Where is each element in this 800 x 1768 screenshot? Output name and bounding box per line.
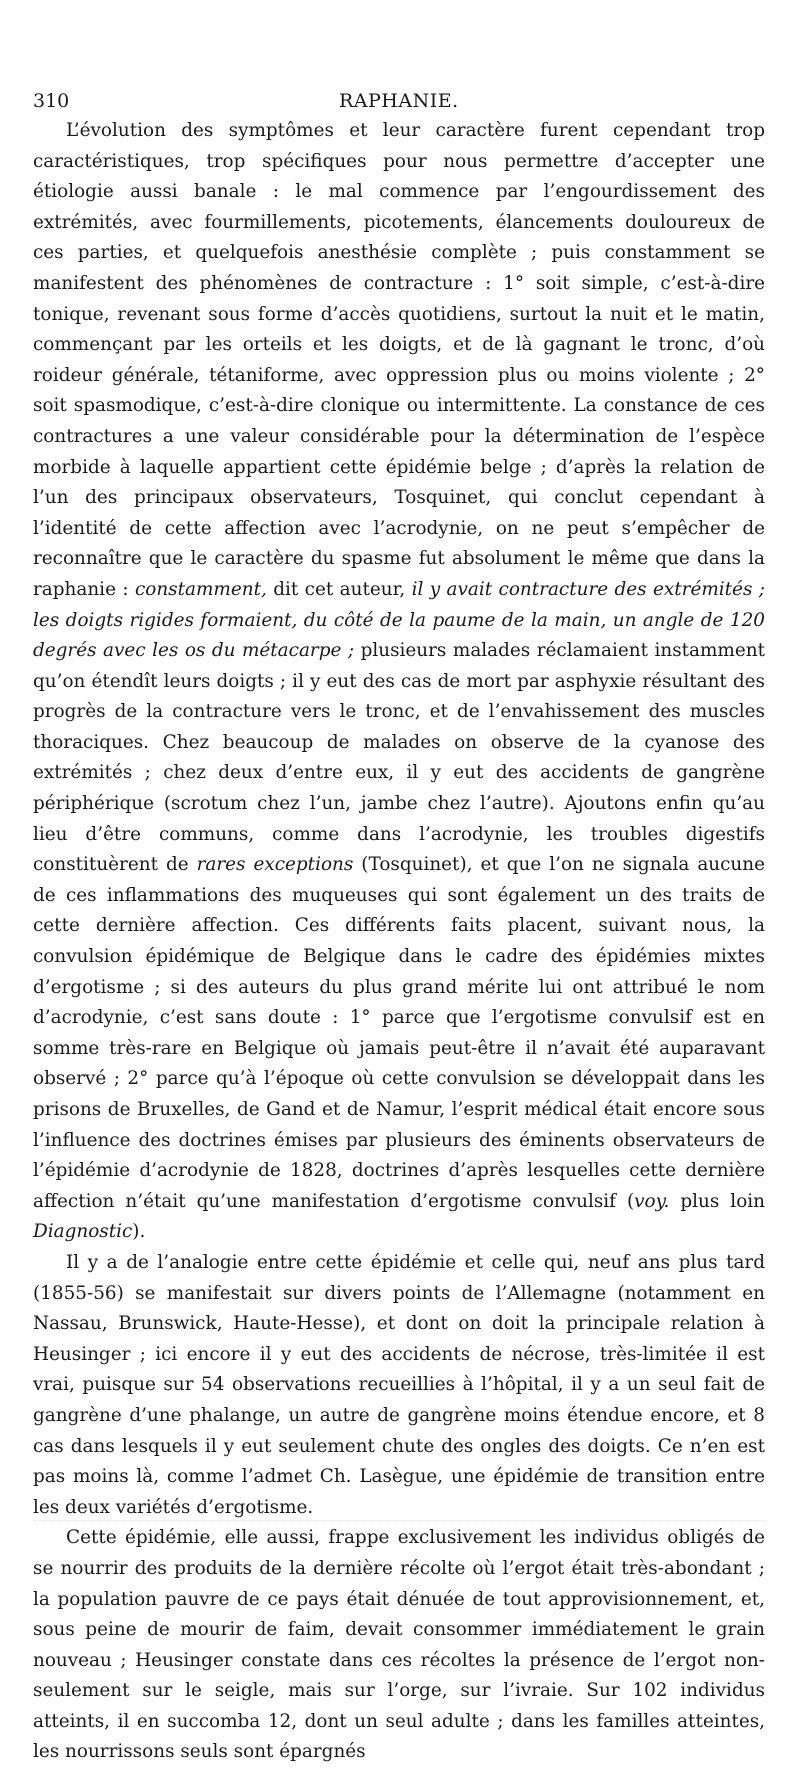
text-segment: L’évolution des symptômes et leur caractère furent cependant trop caractéristiques, trop spécifiques pour nous permettre d’accepter une étiologie aussi banale : le mal commence par l’engourdissement des extrémités, avec fourmillements, picotements, élancements douloureux de ces parties, et quelquefois anesthésie complète ; puis constamment se manifestent des phénomènes de contracture : 1° soit simple, c’est-à-dire tonique, revenant sous forme d’accès quotidiens, surtout la nuit et le matin, commençant par les orteils et les doigts, et de là gagnant le tronc, d’où roideur générale, tétaniforme, avec oppression plus ou moins violente ; 2° soit spasmodique, c’est-à-dire clonique ou intermittente. La constance de ces contractures a une valeur considérable pour la détermination de l’espèce morbide à laquelle appartient cette épidémie belge ; d’après la relation de l’un des principaux observateurs, Tosquinet, qui conclut cependant à l’identité de cette affection avec l’acrodynie, on ne peut s’empêcher de reconnaître que le caractère du spasme fut absolument le même que dans la raphanie : <box>33 120 765 600</box>
italic-text-segment: constamment, <box>134 578 267 600</box>
italic-text-segment: Diagnostic <box>33 1221 133 1243</box>
text-segment: (Tosquinet), et que l’on ne signala aucune de ces inflammations des muqueuses qui sont également un des traits de cette dernière affection. Ces différents faits placent, suivant nous, la convulsion épidémique de Belgique dans le cadre des épidémies mixtes d’ergotisme ; si des auteurs du plus grand mérite lui ont attribué le nom d’acrodynie, c’est sans doute : 1° parce que l’ergotisme convulsif est en somme très-rare en Belgique où jamais peut-être il n’avait été auparavant observé ; 2° parce qu’à l’époque où cette convulsion se développait dans les prisons de Bruxelles, de Gand et de Namur, l’esprit médical était encore sous l’influence des doctrines émises par plusieurs des éminents observateurs de l’épidémie d’acrodynie de 1828, doctrines d’après lesquelles cette dernière affection n’était qu’une manifestation d’ergotisme convulsif ( <box>33 854 765 1212</box>
text-segment: Cette épidémie, elle aussi, frappe exclusivement les individus obligés de se nourrir des produits de la dernière récolte où l’ergot était très-abondant ; la population pauvre de ce pays était dénuée de tout approvisionnement, et, sous peine de mourir de faim, devait consommer immédiatement le grain nouveau ; Heusinger constate dans ces récoltes la présence de l’ergot non-seulement sur le seigle, mais sur l’orge, sur l’ivraie. Sur 102 individus atteints, il en succomba 12, dont un seul adulte ; dans les familles atteintes, les nourrissons seuls sont épargnés <box>33 1527 765 1763</box>
scan-dot-marks <box>33 1520 765 1537</box>
paragraph <box>33 1523 765 1768</box>
paragraph <box>33 1248 765 1523</box>
page-number: 310 <box>33 90 70 112</box>
italic-text-segment: voy. <box>634 1190 670 1212</box>
text-segment: plus loin <box>669 1190 765 1212</box>
italic-text-segment: rares exceptions <box>196 854 354 876</box>
text-segment: Il y a de l’analogie entre cette épidémie et celle qui, neuf ans plus tard (1855-56) se manifestait sur divers points de l’Allemagne (notamment en Nassau, Brunswick, Haute-Hesse), et dont on doit la principale relation à Heusinger ; ici encore il y eut des accidents de nécrose, très-limitée il est vrai, puisque sur 54 observations recueillies à l’hôpital, il y a un seul fait de gangrène d’une phalange, un autre de gangrène moins étendue encore, et 8 cas dans lesquels il y eut seulement chute des ongles des doigts. Ce n’en est pas moins là, comme l’admet Ch. Lasègue, une épidémie de transition entre les deux variétés d’ergotisme. <box>33 1251 765 1518</box>
text-segment: dit cet auteur, <box>266 578 412 600</box>
text-segment: plusieurs malades réclamaient instamment qu’on étendît leurs doigts ; il y eut des cas de mort par asphyxie résultant des progrès de la contracture vers le tronc, et de l’envahissement des muscles thoraciques. Chez beaucoup de malades on observe de la cyanose des extrémités ; chez deux d’entre eux, il y eut des accidents de gangrène périphérique (scrotum chez l’un, jambe chez l’autre). Ajoutons enfin qu’au lieu d’être communs, comme dans l’acrodynie, les troubles digestifs constituèrent de <box>33 640 765 876</box>
italic-text-segment: il y avait contracture des extrémités ; les doigts rigides formaient, du côté de la paume de la main, un angle de 120 degrés avec les os du métacarpe ; <box>33 578 765 662</box>
running-title: RAPHANIE. <box>339 90 459 112</box>
text-segment: ). <box>132 1221 146 1243</box>
book-page <box>33 86 765 1768</box>
running-header <box>33 86 765 116</box>
paragraph <box>33 116 765 1248</box>
